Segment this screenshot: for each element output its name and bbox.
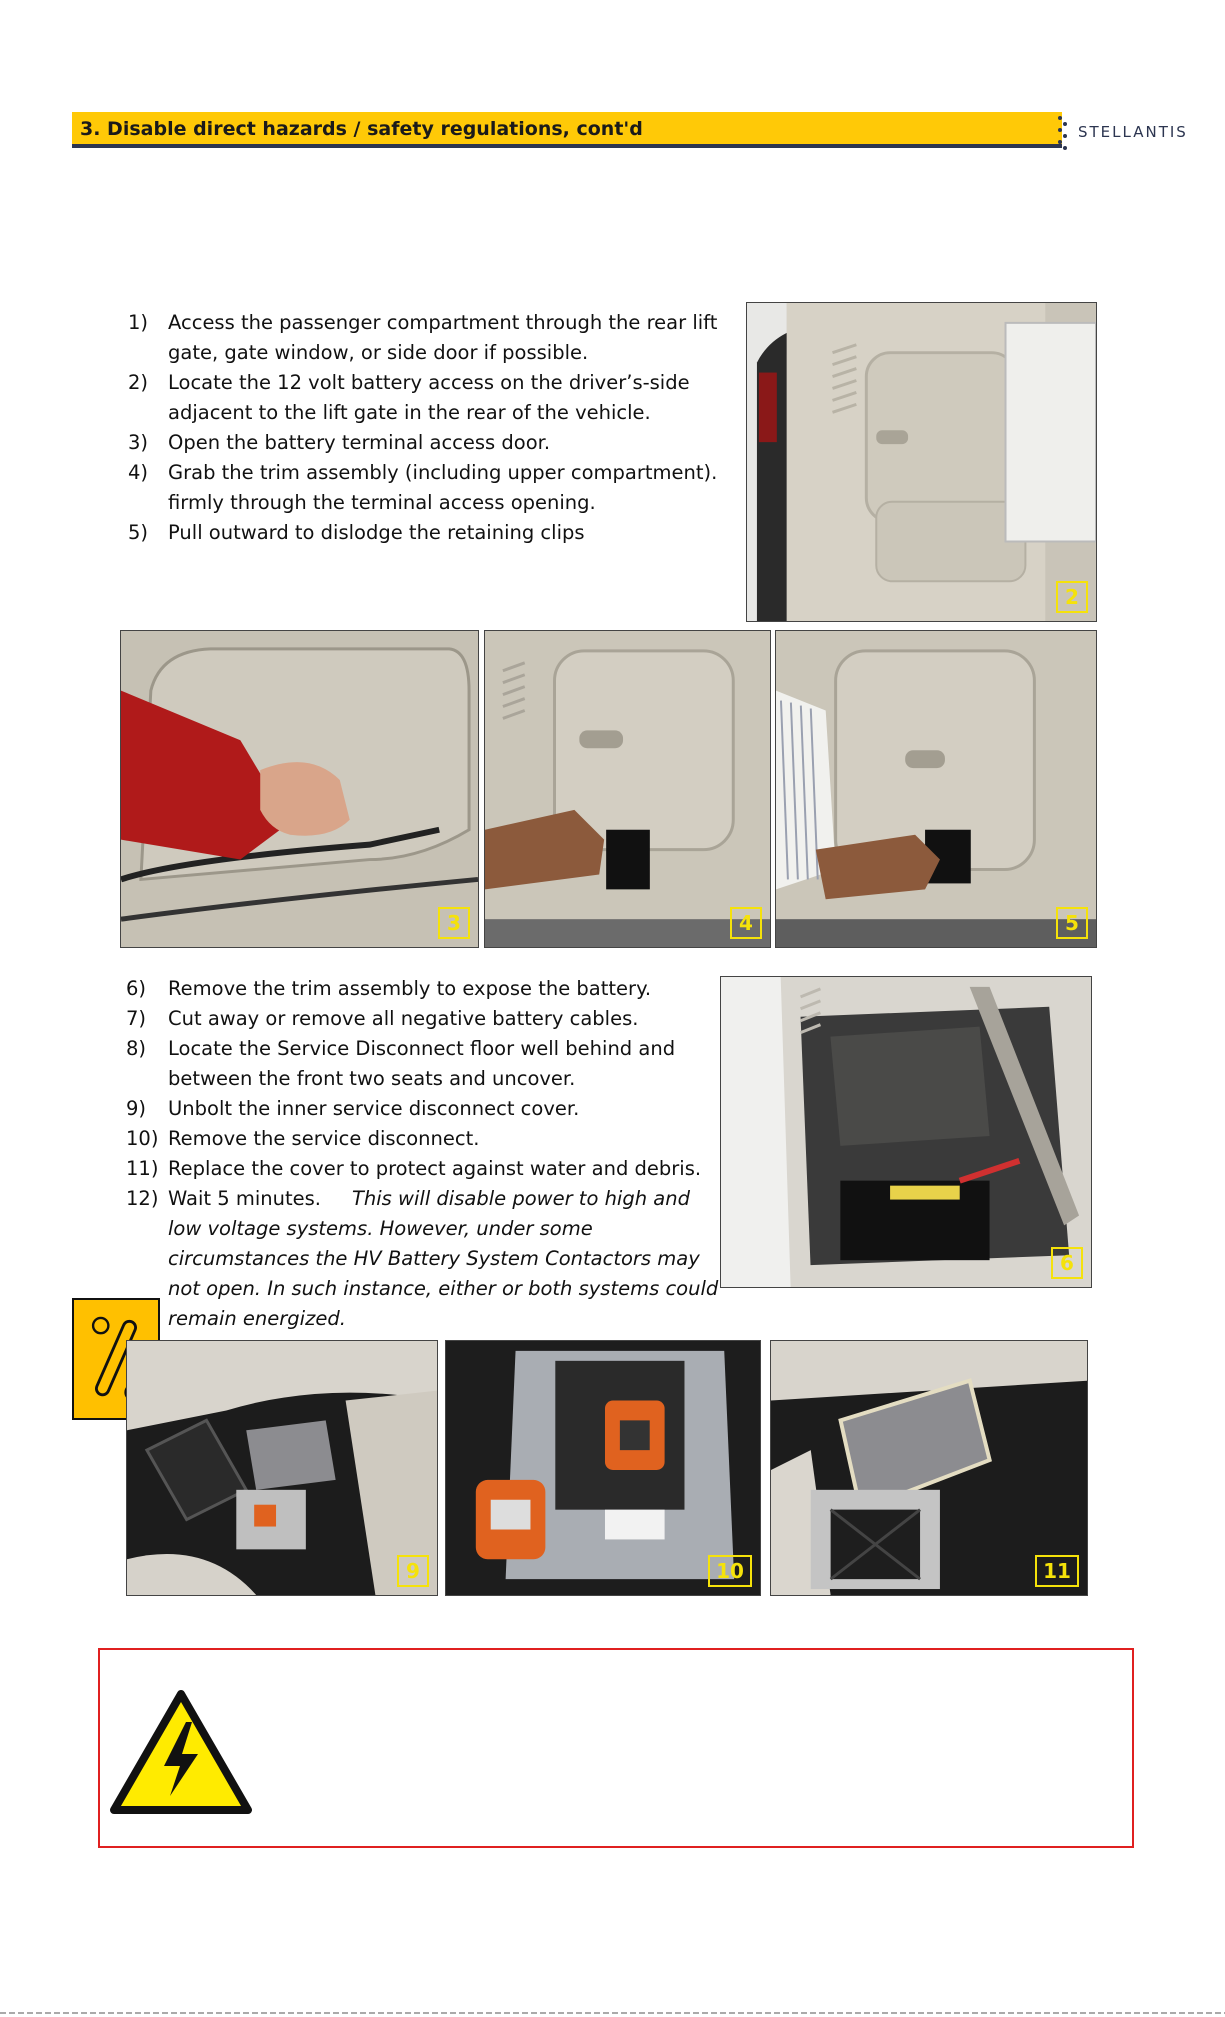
step-text: Remove the trim assembly to expose the battery. xyxy=(168,977,652,1000)
step-text: Pull outward to dislodge the retaining clips xyxy=(168,521,585,544)
section-title: 3. Disable direct hazards / safety regulations, cont'd xyxy=(80,118,643,140)
list-item xyxy=(128,368,743,428)
list-item xyxy=(126,1124,726,1154)
figure-number-badge: 2 xyxy=(1056,581,1088,613)
section-header-bar xyxy=(72,112,1062,148)
figure-11-photo xyxy=(770,1340,1088,1596)
step-text: Remove the service disconnect. xyxy=(168,1127,480,1150)
list-item xyxy=(126,1184,726,1334)
step-warning-note: This will disable power to high and low voltage systems. However, under some circumstances the HV Battery System Contactors may not open. In such instance, either or both systems could remain energized. xyxy=(168,1187,719,1330)
step-text: Locate the Service Disconnect floor well behind and between the front two seats and uncover. xyxy=(168,1037,676,1090)
step-number: 3) xyxy=(128,431,149,454)
figure-number-badge: 9 xyxy=(397,1555,429,1587)
logo-text: STELLANTIS xyxy=(1078,123,1188,141)
list-item xyxy=(126,1004,726,1034)
step-number: 11) xyxy=(126,1157,159,1180)
stellantis-logo xyxy=(1058,112,1218,152)
step-number: 1) xyxy=(128,311,149,334)
list-item xyxy=(128,458,743,518)
figure-10-photo xyxy=(445,1340,761,1596)
list-item xyxy=(126,974,726,1004)
step-text: Access the passenger compartment through the rear lift gate, gate window, or side door if possible. xyxy=(168,311,718,364)
steps-list-part1 xyxy=(128,308,743,548)
high-voltage-warning-box xyxy=(98,1648,1134,1848)
step-number: 6) xyxy=(126,977,147,1000)
step-number: 8) xyxy=(126,1037,147,1060)
figure-3-photo xyxy=(120,630,479,948)
figure-5-photo xyxy=(775,630,1097,948)
step-number: 12) xyxy=(126,1187,159,1210)
list-item xyxy=(128,308,743,368)
step-text: Replace the cover to protect against water and debris. xyxy=(168,1157,702,1180)
list-item xyxy=(126,1094,726,1124)
step-number: 2) xyxy=(128,371,149,394)
figure-number-badge: 5 xyxy=(1056,907,1088,939)
step-text: Cut away or remove all negative battery cables. xyxy=(168,1007,639,1030)
figure-2-photo xyxy=(746,302,1097,622)
list-item xyxy=(126,1034,726,1094)
figure-number-badge: 4 xyxy=(730,907,762,939)
figure-6-photo xyxy=(720,976,1092,1288)
step-text: Grab the trim assembly (including upper compartment). firmly through the terminal access opening. xyxy=(168,461,718,514)
figure-number-badge: 10 xyxy=(708,1555,752,1587)
list-item xyxy=(128,518,743,548)
figure-number-badge: 3 xyxy=(438,907,470,939)
step-text: Locate the 12 volt battery access on the driver’s-side adjacent to the lift gate in the rear of the vehicle. xyxy=(168,371,690,424)
figure-number-badge: 11 xyxy=(1035,1555,1079,1587)
steps-list-part2 xyxy=(126,974,726,1334)
figure-9-photo xyxy=(126,1340,438,1596)
step-number: 7) xyxy=(126,1007,147,1030)
logo-dots-icon xyxy=(1058,114,1072,150)
figure-4-photo xyxy=(484,630,771,948)
step-number: 9) xyxy=(126,1097,147,1120)
step-number: 4) xyxy=(128,461,149,484)
step-text: Unbolt the inner service disconnect cover. xyxy=(168,1097,580,1120)
list-item xyxy=(128,428,743,458)
step-text: Open the battery terminal access door. xyxy=(168,431,551,454)
page-bottom-rule xyxy=(0,2012,1225,2014)
high-voltage-warning-icon xyxy=(108,1688,254,1816)
list-item xyxy=(126,1154,726,1184)
step-number: 5) xyxy=(128,521,149,544)
step-number: 10) xyxy=(126,1127,159,1150)
step-text: Wait 5 minutes. xyxy=(168,1187,321,1210)
figure-number-badge: 6 xyxy=(1051,1247,1083,1279)
